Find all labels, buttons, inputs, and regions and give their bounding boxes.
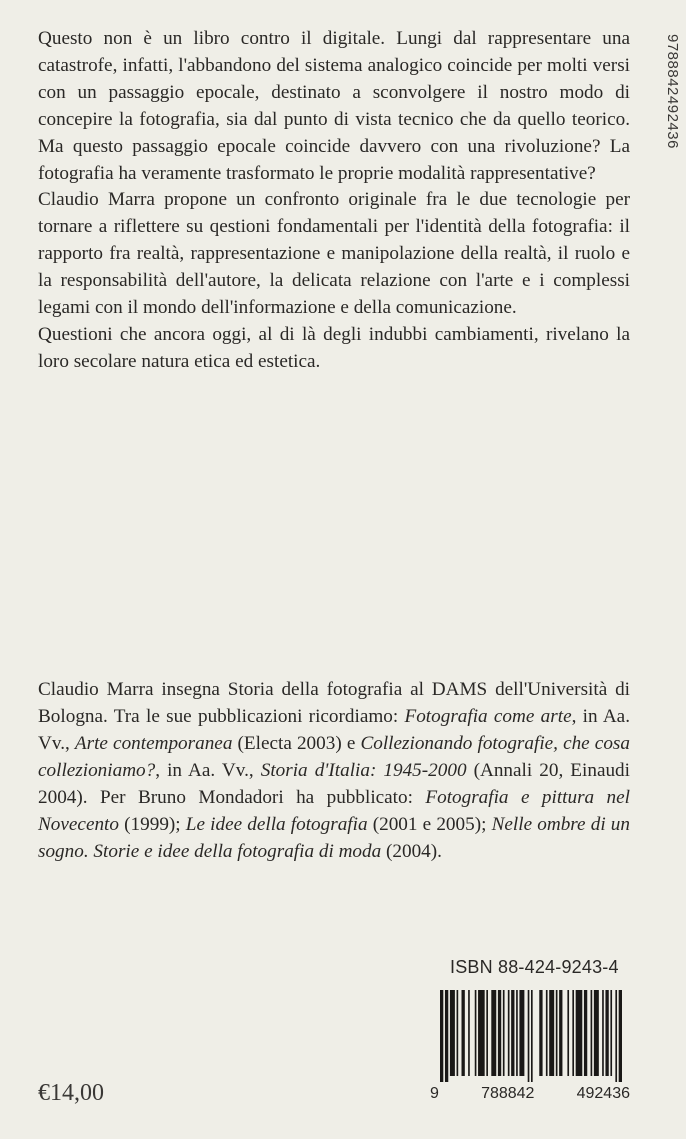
barcode-bar: [602, 990, 604, 1076]
bio-text: Claudio Marra insegna Storia della fotografia al DAMS dell'Università di Bologna. Tra le sue pubblicazioni ricordiamo:: [38, 679, 630, 727]
barcode-bar: [559, 990, 562, 1076]
barcode-bar: [440, 990, 443, 1082]
blurb-paragraph: Claudio Marra propone un confronto originale fra le due tecnologie per tornare a riflettere su qestioni fondamentali per l'identità della fotografia: il rapporto fra realtà, rappresentazione e manipolazione della realtà, il ruolo e la responsabilità dell'autore, la delicata relazione con l'arte e i complessi legami con il mondo dell'informazione e della comunicazione.: [38, 189, 630, 319]
barcode-bar: [486, 990, 488, 1076]
book-title: Storia d'Italia: 1945-2000: [260, 760, 467, 781]
barcode-bar: [531, 990, 533, 1082]
barcode-digits-left: 788842: [481, 1085, 535, 1102]
bio-text: (2001 e 2005);: [367, 814, 492, 835]
barcode-bar: [546, 990, 548, 1076]
price: €14,00: [38, 1080, 104, 1106]
barcode-bar: [605, 990, 608, 1076]
bio-text: (Annali 20, Einaudi 2004). Per Bruno Mondadori ha pubblicato:: [38, 760, 630, 808]
barcode-bar: [539, 990, 542, 1076]
barcode-bar: [519, 990, 524, 1076]
barcode-bar: [615, 990, 617, 1082]
barcode-bar: [462, 990, 465, 1076]
barcode-bar: [556, 990, 558, 1076]
blurb-paragraph: Questo non è un libro contro il digitale. Lungi dal rappresentare una catastrofe, infatti, l'abbandono del sistema analogico coincide per molti versi con un passaggio epocale, destinato a sconvolgere il nostro modo di concepire la fotografia, sia dal punto di vista tecnico che da quello teorico. Ma questo passaggio epocale coincide davvero con una rivoluzione? La fotografia ha veramente trasformato le proprie modalità rappresentative?: [38, 28, 630, 184]
barcode-bar: [584, 990, 587, 1076]
barcode-digit-first: 9: [430, 1085, 439, 1102]
barcode-bar: [445, 990, 448, 1082]
bio-text: (1999);: [118, 814, 186, 835]
barcode-bar: [516, 990, 518, 1076]
bio-text: (2004).: [381, 841, 442, 862]
barcode-bar: [594, 990, 599, 1076]
barcode-bar: [491, 990, 496, 1076]
barcode-bar: [567, 990, 569, 1076]
barcode-bar: [498, 990, 501, 1076]
barcode-bar: [576, 990, 583, 1076]
barcode-digits-right: 492436: [576, 1085, 630, 1102]
book-title: Fotografia come arte: [404, 706, 572, 727]
barcode-bar: [610, 990, 612, 1076]
barcode-bar: [528, 990, 530, 1082]
barcode-bar: [619, 990, 622, 1082]
barcode-digits: [430, 1085, 630, 1103]
barcode-bar: [591, 990, 593, 1076]
barcode-bar: [478, 990, 485, 1076]
book-title: Arte contemporanea: [74, 733, 233, 754]
barcode-bar: [475, 990, 477, 1076]
bio-text: , in Aa. Vv.,: [38, 706, 630, 754]
bio-text: (Electa 2003) e: [232, 733, 361, 754]
spine-isbn: 9788842492436: [664, 34, 681, 149]
bio-text: , in Aa. Vv.,: [155, 760, 261, 781]
barcode-image: [438, 990, 624, 1082]
barcode-bar: [457, 990, 459, 1076]
barcode-bar: [572, 990, 574, 1076]
blurb-paragraph: Questioni che ancora oggi, al di là degli indubbi cambiamenti, rivelano la loro secolare natura etica ed estetica.: [38, 323, 630, 372]
isbn-label: ISBN 88-424-9243-4: [450, 957, 619, 977]
barcode-bar: [450, 990, 455, 1076]
book-title: Le idee della fotografia: [185, 814, 368, 835]
blurb-text: [38, 26, 630, 376]
author-bio: [38, 676, 630, 865]
barcode-bar: [549, 990, 554, 1076]
barcode-bar: [511, 990, 514, 1076]
book-title: Collezionando fotografie, che cosa collezioniamo?: [38, 733, 630, 781]
book-title: Nelle ombre di un sogno. Storie e idee della fotografia di moda: [38, 814, 630, 862]
barcode-bar: [508, 990, 510, 1076]
barcode-bar: [468, 990, 470, 1076]
barcode-bar: [503, 990, 505, 1076]
book-title: Fotografia e pittura nel Novecento: [38, 787, 630, 835]
